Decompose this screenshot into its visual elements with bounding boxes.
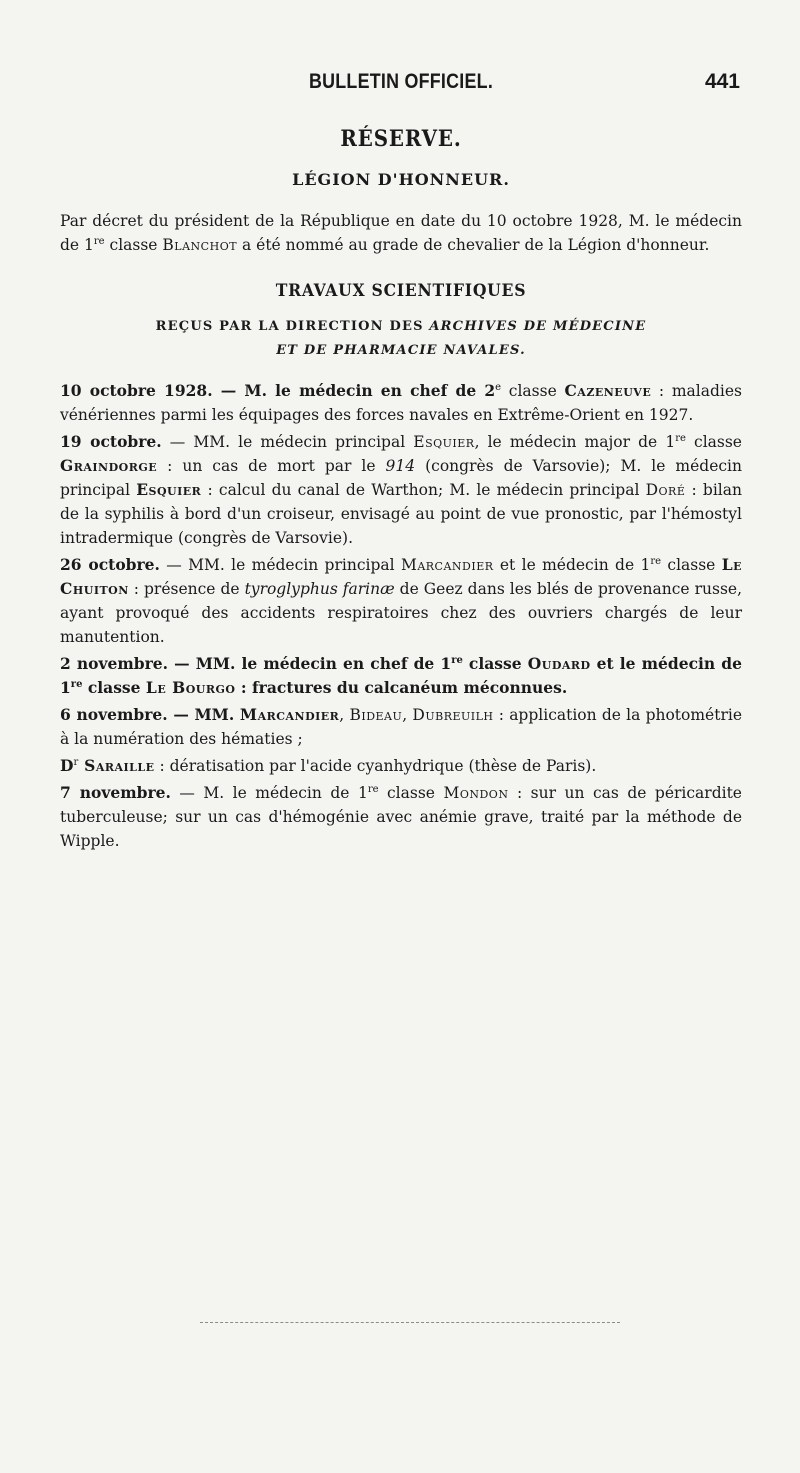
entry-text: et le médecin de 1 [493,556,651,574]
subtitle-italic: ARCHIVES DE MÉDECINE [429,319,647,334]
section-subtitle-legion: LÉGION D'HONNEUR. [292,170,510,189]
entry-text: : maladies vénériennes parmi les équipages des forces navales en Extrême-Orient en 1927. [60,382,742,424]
subtitle-text: REÇUS PAR LA DIRECTION DES [155,319,430,334]
person-name: Graindorge [60,456,158,475]
document-page [60,64,742,856]
ordinal-sup: re [675,432,686,444]
ordinal-sup: r [73,756,79,768]
ordinal-sup: e [495,381,502,393]
entry-text: — M. le médecin de 1 [170,784,368,802]
entry-text: classe [501,382,565,400]
italic-term: tyroglyphus farinæ [244,580,395,598]
entry-6-novembre [60,703,742,751]
person-name: Mondon [443,784,509,802]
section-title-travaux: TRAVAUX SCIENTIFIQUES [275,281,527,301]
entry-text: , [402,706,413,724]
person-name: Esquier [413,433,475,451]
section-title-reserve: RÉSERVE. [340,126,462,152]
entry-text: : présence de [128,580,245,598]
entry-text: de Geez dans les blés de provenance russe, ayant provoqué des accidents respiratoires chez des ouvriers chargés de leur manutention. [60,580,742,646]
page-number: 441 [704,70,740,93]
entry-text: : sur un cas de péricardite tuberculeuse; sur un cas d'hémogénie avec anémie grave, traité par la méthode de Wipple. [60,784,742,850]
decree-paragraph [60,209,742,257]
entry-text: — MM. le médecin principal [159,556,401,574]
person-name: Esquier [136,480,202,499]
person-name: Doré [645,481,686,499]
entry-7-novembre [60,781,742,853]
entry-text: : application de la photométrie à la numération des hématies ; [60,706,743,748]
entry-text: — MM. [167,705,240,724]
entry-text: — M. le médecin en chef de 2 [212,381,496,400]
entry-text: : bilan de la syphilis à bord d'un croiseur, envisagé au point de vue pronostic, par l'hémostyl intradermique (congrès de Varsovie). [60,481,742,547]
decree-text: classe [104,236,163,254]
entry-date: 6 novembre. [60,705,168,724]
entry-date: 19 octobre. [60,432,162,451]
entry-text: — MM. le médecin en chef de 1 [168,654,452,673]
entry-text: classe [685,433,742,451]
section-subtitle-recus [60,315,742,363]
entry-text: : un cas de mort par le [157,457,386,475]
entry-text: (congrès de Varsovie); M. le médecin principal [60,457,742,499]
decree-text: a été nommé au grade de chevalier de la Légion d'honneur. [237,236,710,254]
entries-list [60,379,742,853]
decree-text: Par décret du président de la République en date du 10 octobre 1928, M. le médecin de 1 [60,212,742,254]
person-name: Le Chuiton [60,555,743,598]
entry-date: 2 novembre. [60,654,169,673]
entry-text: classe [661,556,722,574]
entry-text: classe [462,654,528,673]
person-name: Marcandier [400,556,494,574]
entry-26-octobre [60,553,742,649]
ordinal-sup: re [93,235,105,247]
entry-text: : calcul du canal de Warthon; M. le médecin principal [201,481,646,499]
person-name: Marcandier [239,705,340,724]
ordinal-sup: re [451,654,463,666]
entry-date: 7 novembre. [60,783,171,802]
ordinal-sup: re [70,678,83,690]
entry-text: — MM. le médecin principal [161,433,414,451]
entry-text: , [339,706,350,724]
person-name: Cazeneuve [564,381,652,400]
person-name: Oudard [527,654,591,673]
entry-text: classe [82,678,146,697]
italic-term: 914 [385,457,416,475]
entry-text: classe [378,784,444,802]
person-name: Le Bourgo [145,678,236,697]
entry-saraille [60,754,742,778]
person-name: Dubreuilh [412,706,494,724]
person-name: Blanchot [162,236,238,254]
entry-text: D [60,756,74,775]
ordinal-sup: re [367,783,379,795]
entry-date: 26 octobre. [60,555,160,574]
entry-19-octobre [60,430,742,550]
entry-2-novembre [60,652,742,700]
entry-text: : dératisation par l'acide cyanhydrique (thèse de Paris). [154,757,597,775]
ordinal-sup: re [650,555,662,567]
entry-text: : fractures du calcanéum méconnues. [235,678,568,697]
entry-date: 10 octobre 1928. [60,381,213,400]
running-title: BULLETIN OFFICIEL. [308,70,494,93]
subtitle-italic-line2: ET DE PHARMACIE NAVALES. [276,343,526,358]
entry-text: et le médecin de 1 [60,654,742,697]
person-name: Saraille [78,756,155,775]
entry-10-octobre [60,379,742,427]
entry-text: , le médecin major de 1 [474,433,676,451]
person-name: Bideau [349,706,403,724]
footer-rule [200,1322,620,1323]
running-header [60,64,742,96]
